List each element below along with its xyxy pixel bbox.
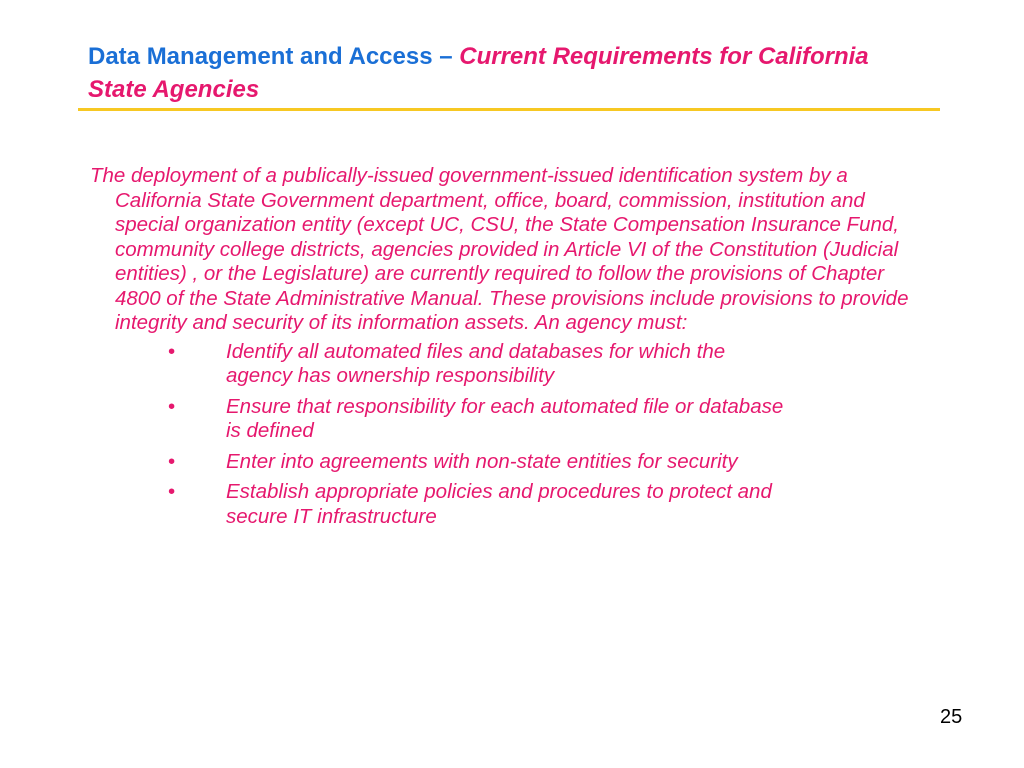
bullet-text: Identify all automated files and databases for which the agency has ownership responsibility <box>226 339 726 387</box>
bullet-icon: • <box>168 480 176 503</box>
bullet-icon: • <box>168 394 176 418</box>
body-paragraph: The deployment of a publically-issued government-issued identification system by a California State Government department, office, board, commission, institution and special organization entity (except UC, CSU, the State Compensation Insurance Fund, community college districts, agencies provided in Article VI of the Constitution (Judicial entities) , or the Legislature) are currently required to follow the provisions of Chapter 4800 of the State Administrative Manual. These provisions include provisions to provide integrity and security of its information assets. An agency must: <box>90 164 909 334</box>
slide-title-plain: Data Management and Access – <box>88 43 460 70</box>
bullet-item <box>90 395 786 444</box>
slide-title <box>88 40 928 106</box>
bullet-text: Ensure that responsibility for each automated file or database is defined <box>226 394 784 442</box>
page-number: 25 <box>940 706 963 728</box>
bullet-list <box>90 340 930 530</box>
slide-title-emphasis: Current Requirements for California State Agencies <box>88 43 869 103</box>
bullet-icon: • <box>168 339 176 363</box>
bullet-item <box>90 480 786 529</box>
bullet-icon: • <box>168 449 176 473</box>
bullet-text: Enter into agreements with non-state entities for security <box>226 449 738 473</box>
slide-body <box>90 164 930 535</box>
bullet-item <box>90 450 786 475</box>
bullet-text: Establish appropriate policies and procedures to protect and secure IT infrastructure <box>226 480 772 528</box>
bullet-item <box>90 340 786 389</box>
title-divider <box>78 108 940 111</box>
